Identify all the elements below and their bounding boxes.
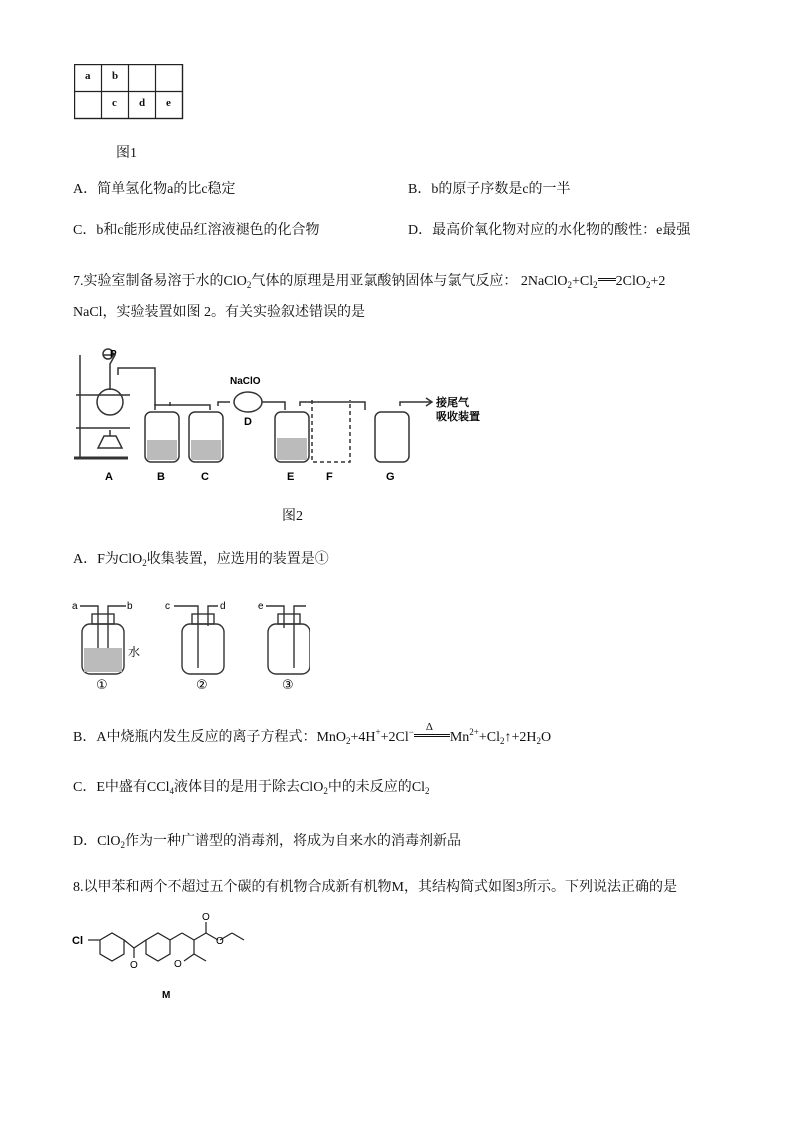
q6-option-b: B．b的原子序数是c的一半 [408,182,571,197]
figure2-caption: 图2 [282,509,303,524]
q7-stem-line1: 7.实验室制备易溶于水的ClO$_2$气体的原理是用亚氯酸钠固体与氯气反应： $2NaClO_2+Cl_2$ 2ClO$_2$+2 [73,274,666,290]
label-p: P [110,349,117,360]
grid-cell-e: e [166,97,171,109]
svg-text:a: a [72,601,78,612]
svg-text:D: D [244,416,252,428]
svg-text:G: G [386,471,395,483]
svg-text:e: e [258,601,264,612]
svg-text:C: C [201,471,209,483]
svg-text:②: ② [196,677,208,692]
svg-text:c: c [165,601,170,612]
q7-option-b: B．A中烧瓶内发生反应的离子方程式：MnO$_2$+4H++2Cl− Δ $Mn^{2+}+Cl_2↑+2H_2O$ [73,721,552,746]
svg-text:水: 水 [128,645,141,659]
label-naclo2: NaClO [230,376,261,387]
svg-text:E: E [287,471,295,483]
svg-text:M: M [162,990,171,1001]
q8-stem: 8.以甲苯和两个不超过五个碳的有机物合成新有机物M，其结构简式如图3所示。下列说法正确的是 [73,880,677,895]
figure2-apparatus [70,340,490,485]
svg-text:③: ③ [282,677,294,692]
svg-text:O: O [216,936,224,947]
grid-cell-d: d [139,97,146,109]
svg-text:吸收装置: 吸收装置 [436,411,480,423]
svg-text:O: O [174,959,182,970]
q7-option-c: C．E中盛有CCl$_4$液体目的是用于除去ClO$_2$中的未反应的$Cl_2$ [73,780,430,796]
structure-m [70,912,290,1007]
svg-text:O: O [130,960,138,971]
grid-cell-a: a [85,70,91,82]
collection-bottles [70,596,310,692]
svg-text:①: ① [96,677,108,692]
svg-text:Cl: Cl [72,935,83,947]
svg-text:A: A [105,471,113,483]
grid-cell-b: b [112,70,119,82]
q6-option-d: D．最高价氧化物对应的水化物的酸性：e最强 [408,223,691,238]
q7-option-d: D．ClO$_2$作为一种广谱型的消毒剂，将成为自来水的消毒剂新品 [73,834,461,850]
q7-option-a: A．F为ClO$_2$收集装置，应选用的装置是① [73,552,329,568]
svg-text:b: b [127,601,133,612]
q7-stem-line2: NaCl，实验装置如图 2。有关实验叙述错误的是 [73,305,366,320]
svg-text:O: O [202,912,210,923]
q6-option-c: C．b和c能形成使品红溶液褪色的化合物 [73,223,320,238]
figure1-caption: 图1 [116,146,137,161]
svg-text:F: F [326,471,333,483]
grid-cell-c: c [112,97,117,109]
q6-option-a: A．简单氢化物a的比c稳定 [73,182,236,197]
svg-text:接尾气: 接尾气 [436,397,469,409]
svg-text:B: B [157,471,165,483]
svg-text:d: d [220,601,226,612]
